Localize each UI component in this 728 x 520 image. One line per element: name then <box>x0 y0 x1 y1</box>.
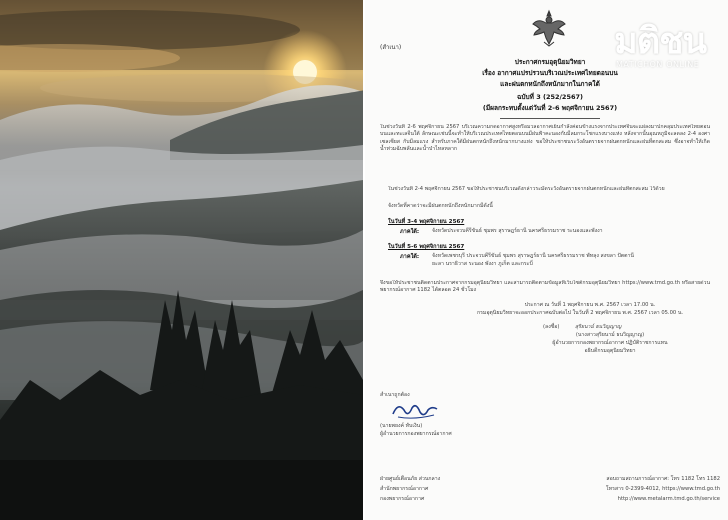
certified-label: สำเนาถูกต้อง <box>380 392 410 398</box>
issue-number: ฉบับที่ 3 (252/2567) <box>517 93 583 101</box>
region-2: ภาคใต้: <box>400 254 420 260</box>
logo-online: ONLINE <box>666 60 700 69</box>
signer-position-2: อธิบดีกรมอุตุนิยมวิทยา <box>584 348 636 354</box>
paragraph-3: จึงขอให้ประชาชนติดตามประกาศจากกรมอุตุนิยมวิทยา และสามารถติดตามข้อมูลที่เว็บไซต์กรมอุตุนิยมวิทยา https://www.tmd.go.th หรือสายด่วนพยากรณ์อากาศ 1182 ได้ตลอด 24 ชั่วโมง <box>380 280 710 294</box>
footer-right-2: โทรสาร 0-2399-4012, https://www.tmd.go.th <box>605 486 720 492</box>
footer-right-1: สอบถามสถานการณ์อากาศ: โทร 1182 โทร 1182 <box>606 476 720 482</box>
provinces-intro: จังหวัดที่คาดว่าจะมีฝนตกหนักถึงหนักมากมีดังนี้ <box>388 203 493 209</box>
handwritten-signature-icon <box>390 400 440 422</box>
logo-main-text: มติชน <box>614 21 707 62</box>
region-1: ภาคใต้: <box>400 229 420 235</box>
date-range-2: ในวันที่ 5-6 พฤศจิกายน 2567 <box>388 244 465 250</box>
provinces-2-line-2: ยะลา นราธิวาส ระนอง พังงา ภูเก็ต และกระบี่ <box>432 261 533 267</box>
paragraph-2: ในช่วงวันที่ 2-4 พฤศจิกายน 2567 ขอให้ประชาชนบริเวณดังกล่าวระมัดระวังอันตรายจากฝนตกหนักและฝนที่ตกสะสม ไว้ด้วย <box>388 186 665 192</box>
provinces-2-line-1: จังหวัดเพชรบุรี ประจวบคีรีขันธ์ ชุมพร สุราษฎร์ธานี นครศรีธรรมราช พัทลุง สงขลา ปัตตานี <box>432 253 634 259</box>
date-range-1: ในวันที่ 3-4 พฤศจิกายน 2567 <box>388 219 465 225</box>
announce-line-2: กรมอุตุนิยมวิทยาจะออกประกาศฉบับต่อไป ในวันที่ 2 พฤศจิกายน พ.ศ. 2567 เวลา 05.00 น. <box>476 310 684 316</box>
effect-period: (มีผลกระทบตั้งแต่วันที่ 2-6 พฤศจิกายน 2567) <box>482 104 618 112</box>
footer-left-2: สำนักพยากรณ์อากาศ <box>380 486 429 492</box>
matichon-logo <box>614 21 714 74</box>
landscape-photo <box>0 0 363 520</box>
subject-line-2: และฝนตกหนักถึงหนักมากในภาคใต้ <box>500 80 600 88</box>
garuda-emblem-icon <box>530 8 568 48</box>
title-divider <box>500 118 600 119</box>
certifier-name: (นายพยงค์ ทับเงิน) <box>380 423 423 429</box>
logo-brand: MATICHON <box>616 60 663 69</box>
sign-label: (ลงชื่อ) <box>543 324 560 330</box>
certifier-position: ผู้อำนวยการกองพยากรณ์อากาศ <box>380 431 452 437</box>
announce-line-1: ประกาศ ณ วันที่ 1 พฤศจิกายน พ.ศ. 2567 เวลา 17.00 น. <box>524 302 656 308</box>
provinces-1: จังหวัดประจวบคีรีขันธ์ ชุมพร สุราษฎร์ธานี นครศรีธรรมราช ระนองและพังงา <box>432 228 603 234</box>
misty-mountain-illustration <box>0 0 363 520</box>
signer-fullname: (นางสาวสุริยนาม์ ธนวิญญาญ) <box>575 332 645 338</box>
header-org: ประกาศกรมอุตุนิยมวิทยา <box>514 58 586 66</box>
footer-left-1: ฝ่ายศูนย์เตือนภัย ส่วนกลาง <box>380 476 441 482</box>
footer-right-3: http://www.metalarm.tmd.go.th/service <box>617 496 720 502</box>
signature-inline: สุริยนาม์ ธนวิญญาญ <box>575 324 622 330</box>
footer-left-3: กองพยากรณ์อากาศ <box>380 496 425 502</box>
paragraph-1: ในช่วงวันที่ 2-6 พฤศจิกายน 2567 บริเวณความกดอากาศสูงหรือมวลอากาศเย็นกำลังค่อนข้างแรงจากประเทศจีนจะแผ่ลงมาปกคลุมประเทศไทยตอนบนและทะเลจีนใต้ ลักษณะเช่นนี้จะทำให้บริเวณประเทศไทยตอนบนมีฝนฟ้าคะนองกับมีลมกระโชกแรงบางแห่ง หลังจากนั้นอุณหภูมิจะลดลง 2-4 องศาเซลเซียส กับมีลมแรง สำหรับภาคใต้มีฝนตกหนักถึงหนักมากบางแห่ง ขอให้ประชาชนระวังอันตรายจากฝนตกหนักและฝนที่ตกสะสม ซึ่งอาจทำให้เกิดน้ำท่วมฉับพลันและน้ำป่าไหลหลาก <box>380 124 710 153</box>
subject-line-1: เรื่อง อากาศแปรปรวนบริเวณประเทศไทยตอนบน <box>482 69 618 77</box>
copy-label: (สำเนา) <box>380 44 402 51</box>
signer-position-1: ผู้อำนวยการกองพยากรณ์อากาศ ปฏิบัติราชการแทน <box>552 340 668 346</box>
